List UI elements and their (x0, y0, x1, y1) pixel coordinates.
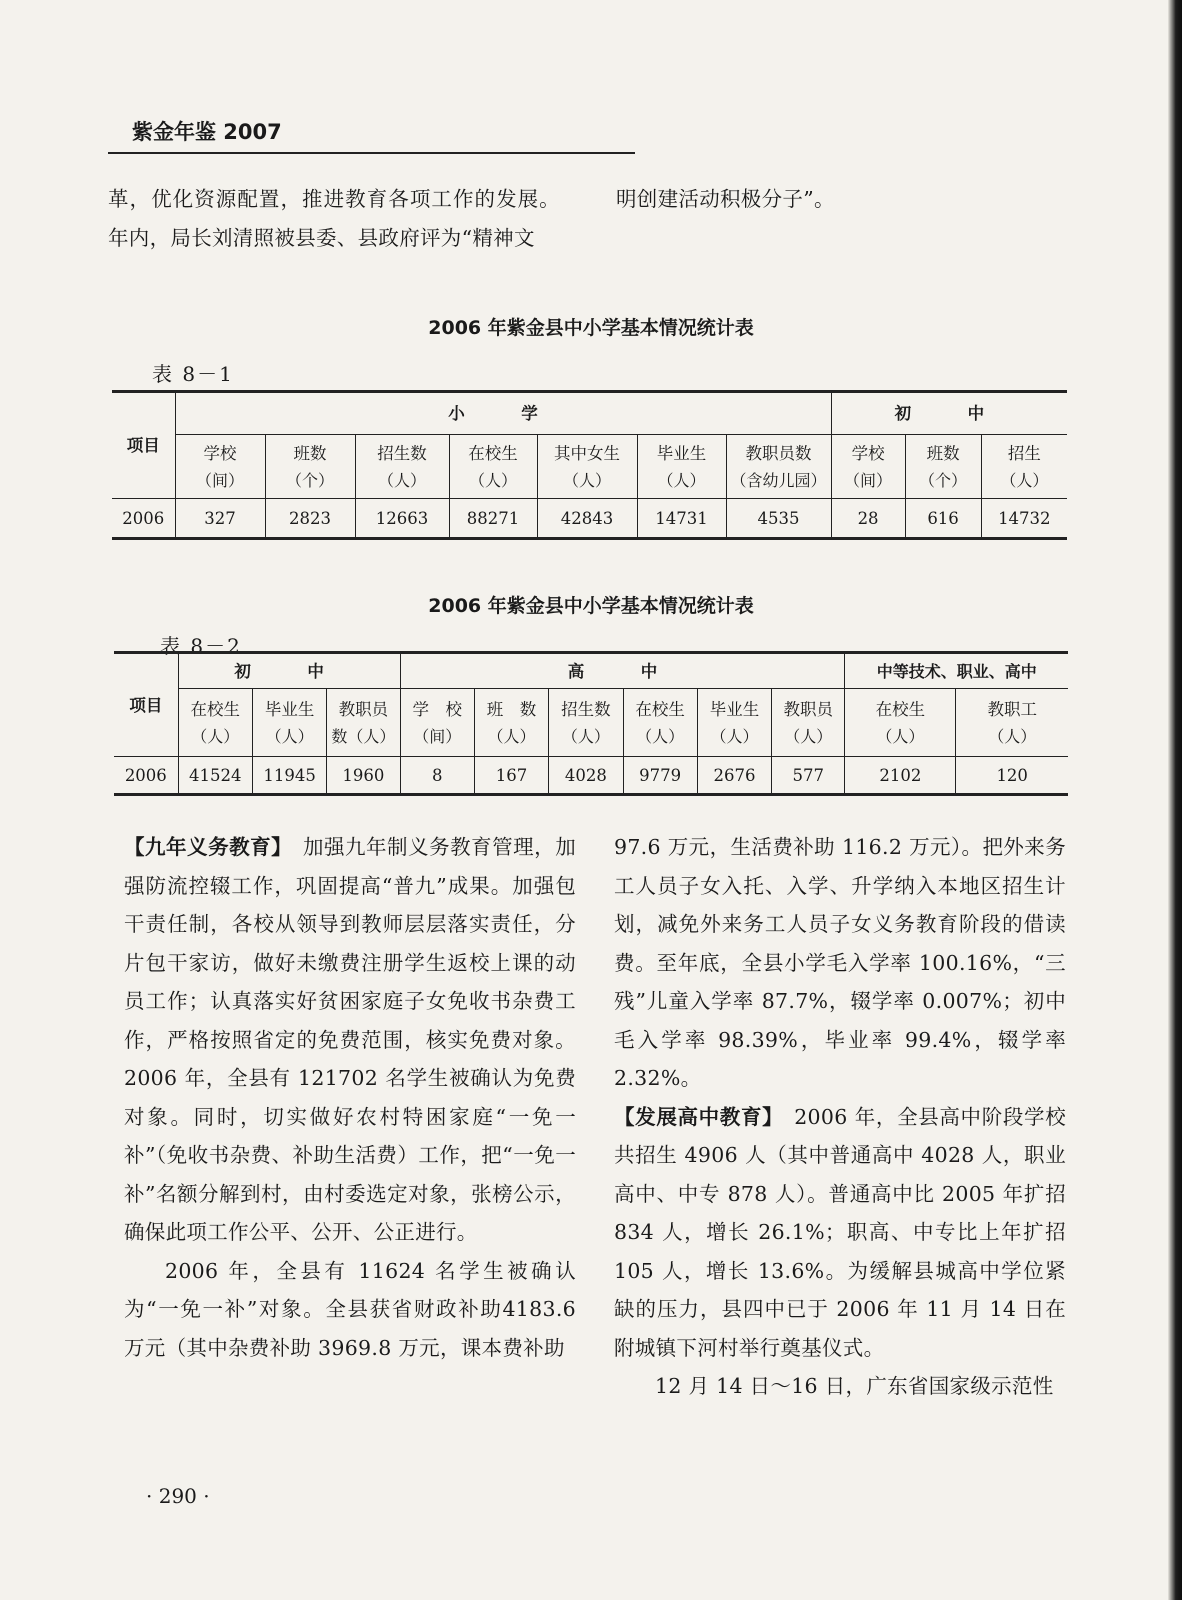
sec1-title: 【九年义务教育】 (124, 835, 282, 859)
table2-col-header: 班 数 （人） (474, 689, 548, 757)
intro-right-text: 明创建活动积极分子”。 (616, 187, 835, 211)
table1-cell: 327 (175, 499, 265, 539)
table2-col-header: 教职工 （人） (956, 689, 1068, 757)
table1-year-cell: 2006 (112, 499, 175, 539)
table1-label: 表 8－1 (152, 362, 234, 386)
table1-col-header: 毕业生 （人） (637, 435, 726, 499)
table2-cell: 1960 (327, 757, 400, 795)
table1-col-header: 学校 （间） (831, 435, 905, 499)
table2-group-junior: 初 中 (178, 653, 400, 689)
table2-col-header: 在校生 （人） (178, 689, 252, 757)
table2-cell: 8 (400, 757, 474, 795)
table2-cell: 41524 (178, 757, 252, 795)
table2-cell: 4028 (549, 757, 623, 795)
table2-group-senior: 高 中 (400, 653, 845, 689)
table2-group-vocational: 中等技术、职业、高中 (845, 653, 1068, 689)
table1-group-primary: 小 学 (175, 392, 831, 435)
table1-col-header: 学校 （间） (175, 435, 265, 499)
table2-cell: 167 (474, 757, 548, 795)
table1-cell: 616 (905, 499, 981, 539)
table1 (112, 390, 1067, 540)
table1-col-header: 其中女生 （人） (537, 435, 637, 499)
table1-group-junior: 初 中 (831, 392, 1067, 435)
table2-year-cell: 2006 (114, 757, 178, 795)
table1-cell: 4535 (726, 499, 831, 539)
table2-cell: 9779 (623, 757, 697, 795)
table1-item-header: 项目 (112, 392, 175, 499)
body-right-column (614, 828, 1066, 1406)
right-paragraph-1: 97.6 万元，生活费补助 116.2 万元）。把外来务工人员子女入托、入学、升学纳入本地区招生计划，减免外来务工人员子女义务教育阶段的借读费。至年底，全县小学毛入学率 100.16%，“三残”儿童入学率 87.7%，辍学率 0.007%；初中毛入学率 98.39%，毕业率 99.4%，辍学率 2.32%。 (614, 835, 1066, 1090)
table2-cell: 120 (956, 757, 1068, 795)
sec2-paragraph (614, 1098, 1066, 1368)
intro-left-text: 革，优化资源配置，推进教育各项工作的发展。年内，局长刘清照被县委、县政府评为“精神文 (108, 187, 560, 250)
table2-cell: 11945 (252, 757, 326, 795)
page-number: · 290 · (146, 1484, 210, 1508)
intro-right (616, 180, 1068, 219)
table1-cell: 14732 (981, 499, 1067, 539)
table2-col-header: 在校生 （人） (845, 689, 956, 757)
table2-cell: 2102 (845, 757, 956, 795)
table1-title: 2006 年紫金县中小学基本情况统计表 (428, 317, 754, 339)
table1-col-header: 招生 （人） (981, 435, 1067, 499)
header-rule (108, 152, 635, 154)
sec2-p1-text: 2006 年，全县高中阶段学校共招生 4906 人（其中普通高中 4028 人，职业高中、中专 878 人）。普通高中比 2005 年扩招 834 人，增长 26.1%；职高、中专比上年扩招 105 人，增长 13.6%。为缓解县城高中学位紧缺的压力，县四中已于 2006 年 11 月 14 日在附城镇下河村举行奠基仪式。 (614, 1104, 1066, 1360)
table1-cell: 12663 (355, 499, 449, 539)
table2-cell: 577 (772, 757, 845, 795)
table2-col-header: 学 校 （间） (400, 689, 474, 757)
table1-cell: 28 (831, 499, 905, 539)
right-paragraph-2: 12 月 14 日～16 日，广东省国家级示范性 (655, 1374, 1054, 1398)
table2-col-header: 在校生 （人） (623, 689, 697, 757)
table1-col-header: 班数 （个） (265, 435, 355, 499)
table2-col-header: 招生数 （人） (549, 689, 623, 757)
sec2-title: 【发展高中教育】 (614, 1104, 774, 1129)
table2-title: 2006 年紫金县中小学基本情况统计表 (428, 595, 754, 617)
body-left-column (124, 828, 576, 1367)
running-header: 紫金年鉴 2007 (132, 120, 282, 144)
table1-cell: 42843 (537, 499, 637, 539)
table2-col-header: 毕业生 （人） (697, 689, 771, 757)
table1-col-header: 招生数 （人） (355, 435, 449, 499)
sec1-paragraph-1 (124, 828, 576, 1252)
table2 (114, 651, 1068, 796)
table1-cell: 88271 (449, 499, 537, 539)
table2-item-header: 项目 (114, 653, 178, 757)
scan-edge (1168, 0, 1182, 1600)
table1-col-header: 在校生 （人） (449, 435, 537, 499)
table2-col-header: 毕业生 （人） (252, 689, 326, 757)
table2-col-header: 教职员 数（人） (327, 689, 400, 757)
sec1-p1-text: 加强九年制义务教育管理，加强防流控辍工作，巩固提高“普九”成果。加强包干责任制，各校从领导到教师层层落实责任，分片包干家访，做好未缴费注册学生返校上课的动员工作；认真落实好贫困家庭子女免收书杂费工作，严格按照省定的免费范围，核实免费对象。2006 年，全县有 121702 名学生被确认为免费对象。同时，切实做好农村特困家庭“一免一补”（免收书杂费、补助生活费）工作，把“一免一补”名额分解到村，由村委选定对象，张榜公示，确保此项工作公平、公开、公正进行。 (124, 835, 576, 1244)
intro-left (108, 180, 560, 257)
table1-cell: 2823 (265, 499, 355, 539)
table2-label: 表 8－2 (160, 634, 242, 658)
table2-cell: 2676 (697, 757, 771, 795)
table2-col-header: 教职员 （人） (772, 689, 845, 757)
table1-cell: 14731 (637, 499, 726, 539)
table1-col-header: 班数 （个） (905, 435, 981, 499)
table1-col-header: 教职员数 （含幼儿园） (726, 435, 831, 499)
sec1-paragraph-2: 2006 年，全县有 11624 名学生被确认为“一免一补”对象。全县获省财政补助4183.6 万元（其中杂费补助 3969.8 万元，课本费补助 (124, 1258, 576, 1360)
